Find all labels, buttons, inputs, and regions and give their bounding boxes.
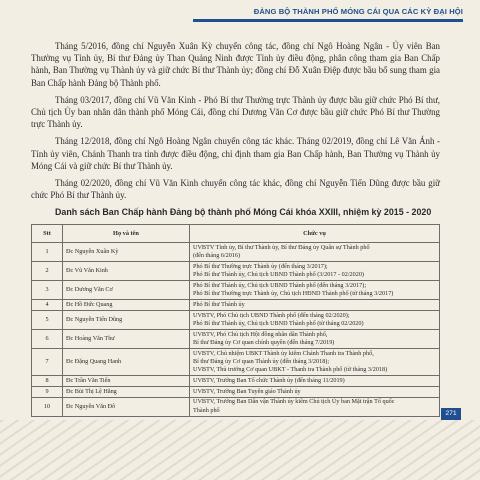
role-line: UVBTV, Phó Chủ tịch UBND Thành phố (đến tháng 02/2020); [193, 311, 350, 319]
running-header [163, 7, 463, 25]
row-role [190, 386, 440, 397]
footer-pattern [0, 420, 480, 480]
committee-table [31, 224, 440, 416]
table-row [32, 329, 440, 348]
role-line: Phó Bí thư Thành ủy, Chủ tịch UBND Thành phố (từ tháng 02/2020) [193, 319, 364, 327]
role-line: Bí thư Đảng ủy Cơ quan Thành ủy (đến tháng 3/2018); [193, 357, 330, 365]
row-stt: 2 [32, 262, 63, 281]
table-row [32, 262, 440, 281]
table-row [32, 386, 440, 397]
role-line: UVBTV, Chủ nhiệm UBKT Thành ủy kiêm Chánh Thanh tra Thành phố, [193, 349, 374, 357]
row-role [190, 376, 440, 387]
table-row [32, 310, 440, 329]
page-footer [0, 420, 480, 480]
table-row [32, 397, 440, 416]
row-name: Đc Nguyễn Xuân Kỳ [63, 243, 190, 262]
role-line: UVBTV, Trưởng Ban Tổ chức Thành ủy (đến tháng 11/2019) [193, 376, 345, 384]
row-role [190, 310, 440, 329]
role-line: UVBTV, Phó Chủ tịch Hội đồng nhân dân Thành phố, [193, 330, 328, 338]
role-line: UVBTV, Trưởng Ban Tuyên giáo Thành ủy [193, 387, 301, 395]
header-stt: Stt [32, 225, 63, 243]
running-header-title: ĐẢNG BỘ THÀNH PHỐ MÓNG CÁI QUA CÁC KỲ ĐẠI HỘI [253, 7, 463, 16]
paragraph: Tháng 12/2018, đồng chí Ngô Hoàng Ngân chuyển công tác khác. Tháng 02/2019, đồng chí Lê Văn Ánh - Tỉnh ủy viên, Chánh Thanh tra tỉnh được điều động, chỉ định tham gia Ban Chấp hành, Ban Thường vụ Thành ủy Móng Cái và giữ chức Bí thư Thành ủy. [31, 136, 440, 171]
role-line: UVBTV, Trưởng Ban Dân vận Thành ủy kiêm Chủ tịch Ủy ban Mặt trận Tổ quốc [193, 398, 395, 406]
row-stt: 7 [32, 348, 63, 375]
role-line: Phó Bí thư Thành ủy [193, 300, 245, 308]
row-name: Đc Hồ Đức Quang [63, 300, 190, 311]
row-stt: 10 [32, 397, 63, 416]
row-name: Đc Đặng Quang Hanh [63, 348, 190, 375]
paragraph: Tháng 03/2017, đồng chí Vũ Văn Kinh - Phó Bí thư Thường trực Thành ủy được bầu giữ chức Phó Bí thư, Chủ tịch Ủy ban nhân dân thành phố Móng Cái, đồng chí Dương Văn Cơ được bầu giữ chức Phó Bí thư Thường trực Thành ủy. [31, 94, 440, 130]
row-name: Đc Nguyễn Văn Đô [63, 397, 190, 416]
row-stt: 4 [32, 300, 63, 311]
row-stt: 8 [32, 376, 63, 387]
role-line: Phó Bí thư Thường trực Thành ủy, Chủ tịch HĐND Thành phố (từ tháng 3/2017) [193, 290, 394, 298]
table-row [32, 376, 440, 387]
header-role: Chức vụ [190, 225, 440, 243]
row-role [190, 243, 440, 262]
table-row [32, 243, 440, 262]
row-name: Đc Trần Văn Tiến [63, 376, 190, 387]
row-name: Đc Nguyễn Tiến Dũng [63, 310, 190, 329]
table-row [32, 281, 440, 300]
paragraph: Tháng 02/2020, đồng chí Vũ Văn Kinh chuyển công tác khác, đồng chí Nguyễn Tiến Dũng được bầu giữ chức Phó Bí thư Thành ủy. [31, 178, 440, 201]
page-number: 271 [441, 408, 461, 420]
role-line: Thành phố [193, 406, 220, 414]
role-line: Phó Bí thư Thành ủy, Chủ tịch UBND Thành phố (3/2017 - 02/2020) [193, 271, 364, 279]
header-rule [193, 19, 463, 22]
table-row [32, 348, 440, 375]
table-body [32, 243, 440, 417]
paragraph: Tháng 5/2016, đồng chí Nguyễn Xuân Kỳ chuyển công tác, đồng chí Ngô Hoàng Ngân - Ủy viên Ban Thường vụ Tỉnh ủy, Bí thư Đảng ủy Than Quảng Ninh được Tỉnh ủy điều động, phân công tham gia Ban Chấp hành, Ban Thường vụ Thành ủy và giữ chức Bí thư Thành ủy; đồng chí Đỗ Xuân Điệp được bầu bổ sung tham gia Ban Chấp hành Đảng bộ Thành phố. [31, 41, 440, 88]
row-role [190, 281, 440, 300]
row-role [190, 397, 440, 416]
row-role [190, 262, 440, 281]
list-title: Danh sách Ban Chấp hành Đảng bộ thành phố Móng Cái khóa XXIII, nhiệm kỳ 2015 - 2020 [55, 207, 432, 218]
role-line: Phó Bí thư Thường trực Thành ủy (đến tháng 3/2017); [193, 262, 328, 270]
role-line: UVBTV Tỉnh ủy, Bí thư Thành ủy, Bí thư Đảng ủy Quân sự Thành phố [193, 243, 370, 251]
row-role [190, 300, 440, 311]
role-line: Phó Bí thư Thành ủy, Chủ tịch UBND Thành phố (đến tháng 3/2017); [193, 281, 367, 289]
row-role [190, 348, 440, 375]
role-line: Bí thư Đảng ủy Cơ quan chính quyền (đến tháng 7/2019) [193, 338, 335, 346]
table-header-row [32, 225, 440, 243]
row-stt: 6 [32, 329, 63, 348]
row-name: Đc Vũ Văn Kinh [63, 262, 190, 281]
row-role [190, 329, 440, 348]
role-line: UVBTV, Thủ trưởng Cơ quan UBKT - Thanh tra Thành phố (từ tháng 3/2018) [193, 366, 388, 374]
header-name: Họ và tên [63, 225, 190, 243]
row-name: Đc Dương Văn Cơ [63, 281, 190, 300]
row-name: Đc Hoàng Văn Thư [63, 329, 190, 348]
row-stt: 3 [32, 281, 63, 300]
row-stt: 9 [32, 386, 63, 397]
table-row [32, 300, 440, 311]
row-name: Đc Bùi Thị Lệ Hằng [63, 386, 190, 397]
page-content [31, 40, 440, 417]
row-stt: 1 [32, 243, 63, 262]
row-stt: 5 [32, 310, 63, 329]
role-line: (đến tháng 6/2016) [193, 252, 241, 260]
